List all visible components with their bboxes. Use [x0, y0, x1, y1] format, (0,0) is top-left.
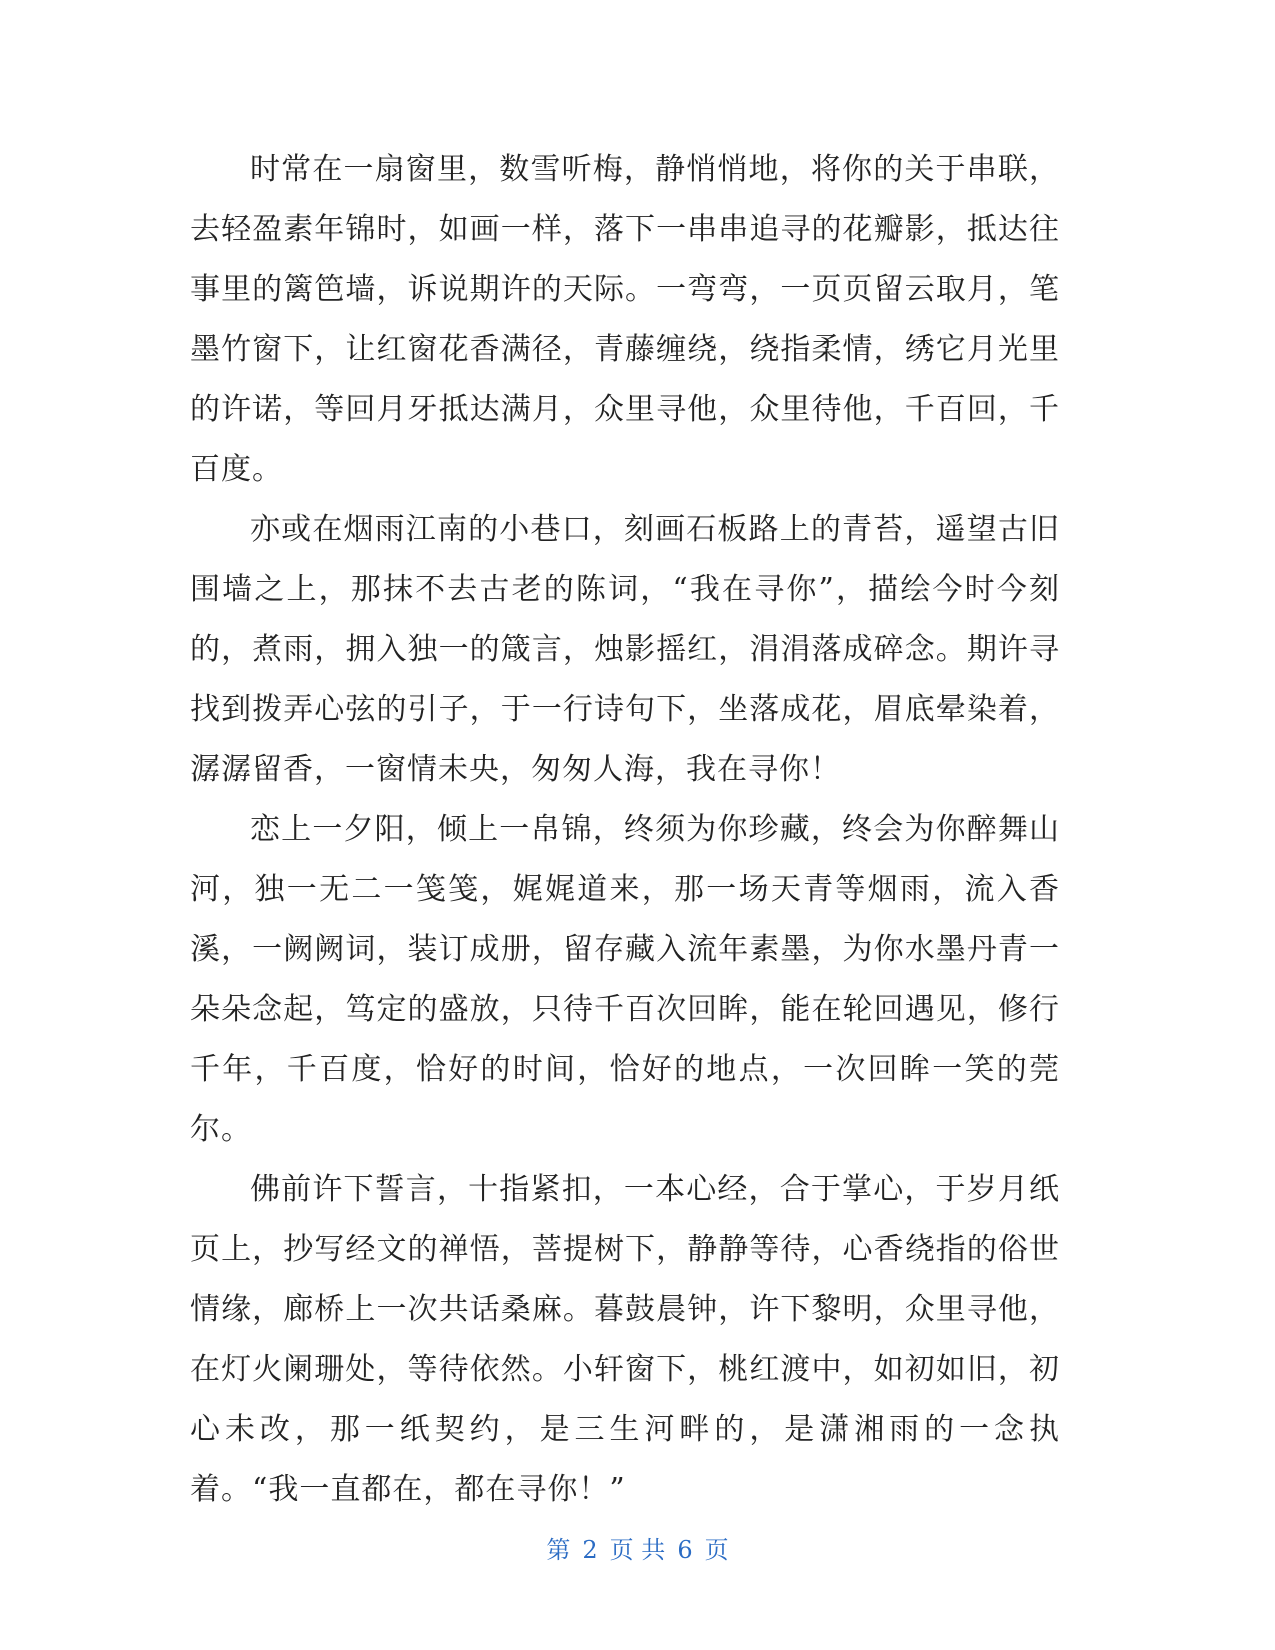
paragraph-1: 时常在一扇窗里，数雪听梅，静悄悄地，将你的关于串联，去轻盈素年锦时，如画一样，落下一串串追寻的花瓣影，抵达往事里的篱笆墙，诉说期许的天际。一弯弯，一页页留云取月，笔墨竹窗下，让红窗花香满径，青藤缠绕，绕指柔情，绣它月光里的许诺，等回月牙抵达满月，众里寻他，众里待他，千百回，千百度。 — [190, 152, 1060, 487]
footer-prefix: 第 — [546, 1536, 571, 1564]
total-pages-number: 6 — [677, 1536, 693, 1564]
current-page-number: 2 — [582, 1536, 598, 1564]
paragraph-4: 佛前许下誓言，十指紧扣，一本心经，合于掌心，于岁月纸页上，抄写经文的禅悟，菩提树下，静静等待，心香绕指的俗世情缘，廊桥上一次共话桑麻。暮鼓晨钟，许下黎明，众里寻他，在灯火阑珊处，等待依然。小轩窗下，桃红渡中，如初如旧，初心未改，那一纸契约，是三生河畔的，是潇湘雨的一念执着。“我一直都在，都在寻你！” — [190, 1172, 1060, 1507]
paragraph-3: 恋上一夕阳，倾上一帛锦，终须为你珍藏，终会为你醉舞山河，独一无二一笺笺，娓娓道来，那一场天青等烟雨，流入香溪，一阙阙词，装订成册，留存藏入流年素墨，为你水墨丹青一朵朵念起，笃定的盛放，只待千百次回眸，能在轮回遇见，修行千年，千百度，恰好的时间，恰好的地点，一次回眸一笑的莞尔。 — [190, 812, 1060, 1147]
paragraph-2: 亦或在烟雨江南的小巷口，刻画石板路上的青苔，遥望古旧围墙之上，那抹不去古老的陈词，“我在寻你”，描绘今时今刻的，煮雨，拥入独一的箴言，烛影摇红，涓涓落成碎念。期许寻找到拨弄心弦的引子，于一行诗句下，坐落成花，眉底晕染着，潺潺留香，一窗情未央，匆匆人海，我在寻你！ — [190, 512, 1060, 787]
footer-suffix: 页 — [704, 1536, 729, 1564]
page-number-footer — [0, 1530, 1275, 1565]
footer-middle: 页 共 — [609, 1536, 666, 1564]
document-body — [190, 140, 1060, 1520]
